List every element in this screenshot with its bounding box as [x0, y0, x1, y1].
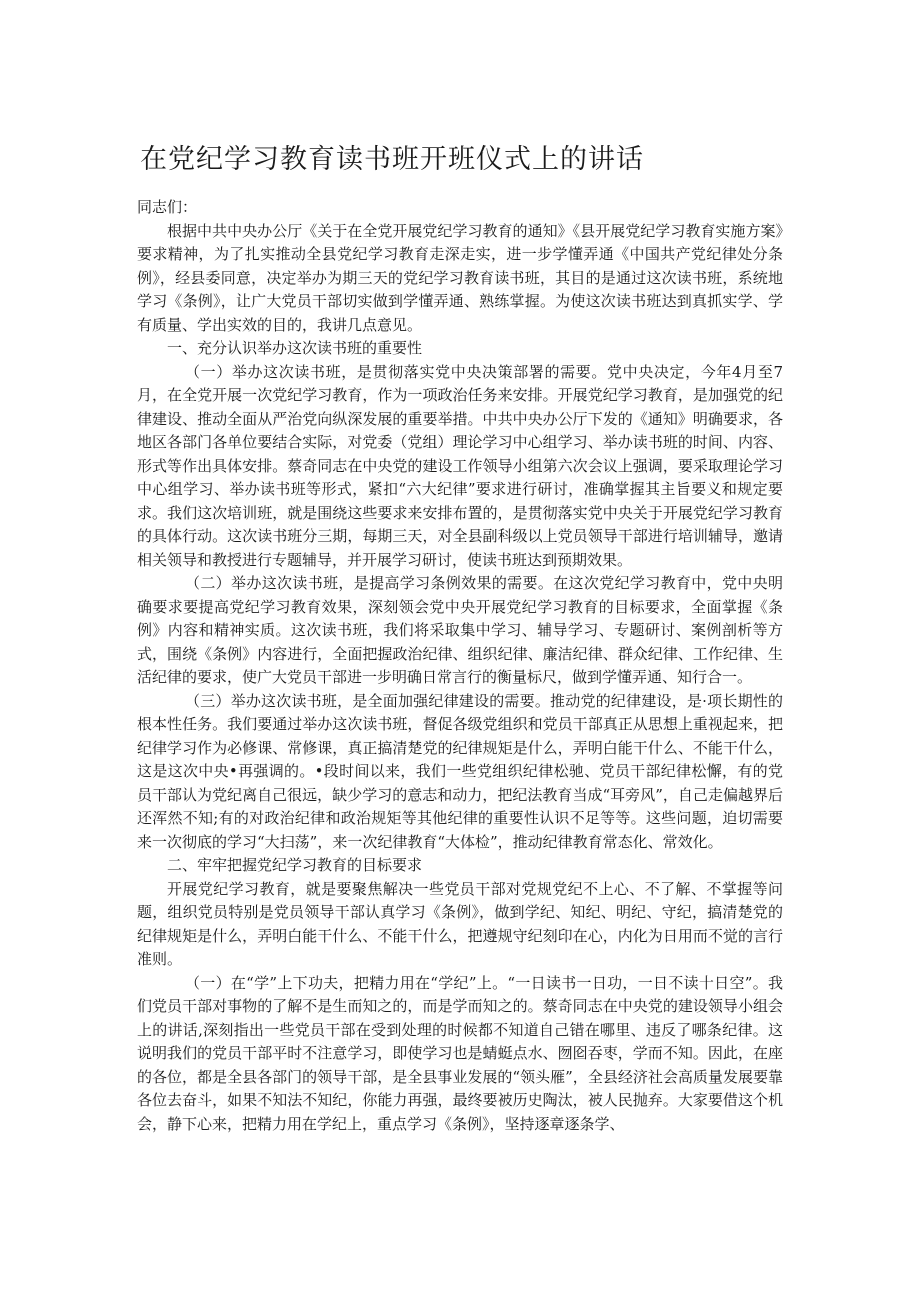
intro-paragraph: 根据中共中央办公厅《关于在全党开展党纪学习教育的通知》《县开展党纪学习教育实施方案》要求精神，为了扎实推动全县党纪学习教育走深走实，进一步学懂弄通《中国共产党纪律处分条例》，经县委同意，决定举办为期三天的党纪学习教育读书班，其目的是通过这次读书班，系统地学习《条例》，让广大党员干部切实做到学懂弄通、熟练掌握。为使这次读书班达到真抓实学、学有质量、学出实效的目的，我讲几点意见。: [137, 221, 783, 334]
document-title: 在党纪学习教育读书班开班仪式上的讲话: [140, 144, 644, 175]
section-heading-1: 一、充分认识举办这次读书班的重要性: [167, 339, 423, 357]
section-1-point-1: （一）举办这次读书班，是贯彻落实党中央决策部署的需要。党中央决定，今年4月至7月，在全党开展一次党纪学习教育，作为一项政治任务来安排。开展党纪学习教育，是加强党的纪律建设、推动全面从严治党向纵深发展的重要举措。中共中央办公厅下发的《通知》明确要求，各地区各部门各单位要结合实际，对党委（党组）理论学习中心组学习、举办读书班的时间、内容、形式等作出具体安排。蔡奇同志在中央党的建设工作领导小组第六次会议上强调，要采取理论学习中心组学习、举办读书班等形式，紧扣“六大纪律”要求进行研讨，准确掌握其主旨要义和规定要求。我们这次培训班，就是围绕这些要求来安排布置的，是贯彻落实党中央关于开展党纪学习教育的具体行动。这次读书班分三期，每期三天，对全县副科级以上党员领导干部进行培训辅导，邀请相关领导和教授进行专题辅导，并开展学习研讨，使读书班达到预期效果。: [137, 362, 783, 569]
section-2-point-1: （一）在“学”上下功夫，把精力用在“学纪”上。“一日读书一日功，一日不读十日空”。我们党员干部对事物的了解不是生而知之的，而是学而知之的。蔡奇同志在中央党的建设领导小组会上的讲话,深刻指出一些党员干部在受到处理的时候都不知道自己错在哪里、违反了哪条纪律。这说明我们的党员干部平时不注意学习，即使学习也是蜻蜓点水、囫囵吞枣，学而不知。因此，在座的各位，都是全县各部门的领导干部，是全县事业发展的“领头雁”，全县经济社会高质量发展要靠各位去奋斗，如果不知法不知纪，你能力再强，最终要被历史陶汰，被人民抛弃。大家要借这个机会，静下心来，把精力用在学纪上，重点学习《条例》，坚持逐章逐条学、: [137, 973, 783, 1133]
section-heading-2: 二、牢牢把握党纪学习教育的目标要求: [167, 856, 423, 874]
section-2-intro: 开展党纪学习教育，就是要聚焦解决一些党员干部对党规党纪不上心、不了解、不掌握等问题，组织党员特别是党员领导干部认真学习《条例》，做到学纪、知纪、明纪、守纪，搞清楚党的纪律规矩是什么，弄明白能干什么、不能干什么，把遵规守纪刻印在心，内化为日用而不觉的言行准则。: [137, 879, 783, 968]
section-1-point-3: （三）举办这次读书班，是全面加强纪律建设的需要。推动党的纪律建设，是·项长期性的根本性任务。我们要通过举办这次读书班，督促各级党组织和党员干部真正从思想上重视起来，把纪律学习作为必修课、常修课，真正搞清楚党的纪律规矩是什么，弄明白能干什么、不能干什么，这是这次中央•再强调的。•段时间以来，我们一些党组织纪律松驰、党员干部纪律松懈，有的党员干部认为党纪离自己很远，缺少学习的意志和动力，把纪法教育当成“耳旁风”，自己走偏越界后还浑然不知;有的对政治纪律和政治规矩等其他纪律的重要性认识不足等等。这些问题，迫切需要来一次彻底的学习“大扫荡”，来一次纪律教育“大体检”，推动纪律教育常态化、常效化。: [137, 691, 783, 851]
section-1-point-2: （二）举办这次读书班，是提高学习条例效果的需要。在这次党纪学习教育中，党中央明确要求要提高党纪学习教育效果，深刻领会党中央开展党纪学习教育的目标要求，全面掌握《条例》内容和精神实质。这次读书班，我们将采取集中学习、辅导学习、专题研讨、案例剖析等方式，围绕《条例》内容进行，全面把握政治纪律、组织纪律、廉洁纪律、群众纪律、工作纪律、生活纪律的要求，使广大党员干部进一步明确日常言行的衡量标尺，做到学懂弄通、知行合一。: [137, 574, 783, 686]
document-body: [137, 196, 783, 1136]
greeting: 同志们：: [137, 198, 198, 216]
